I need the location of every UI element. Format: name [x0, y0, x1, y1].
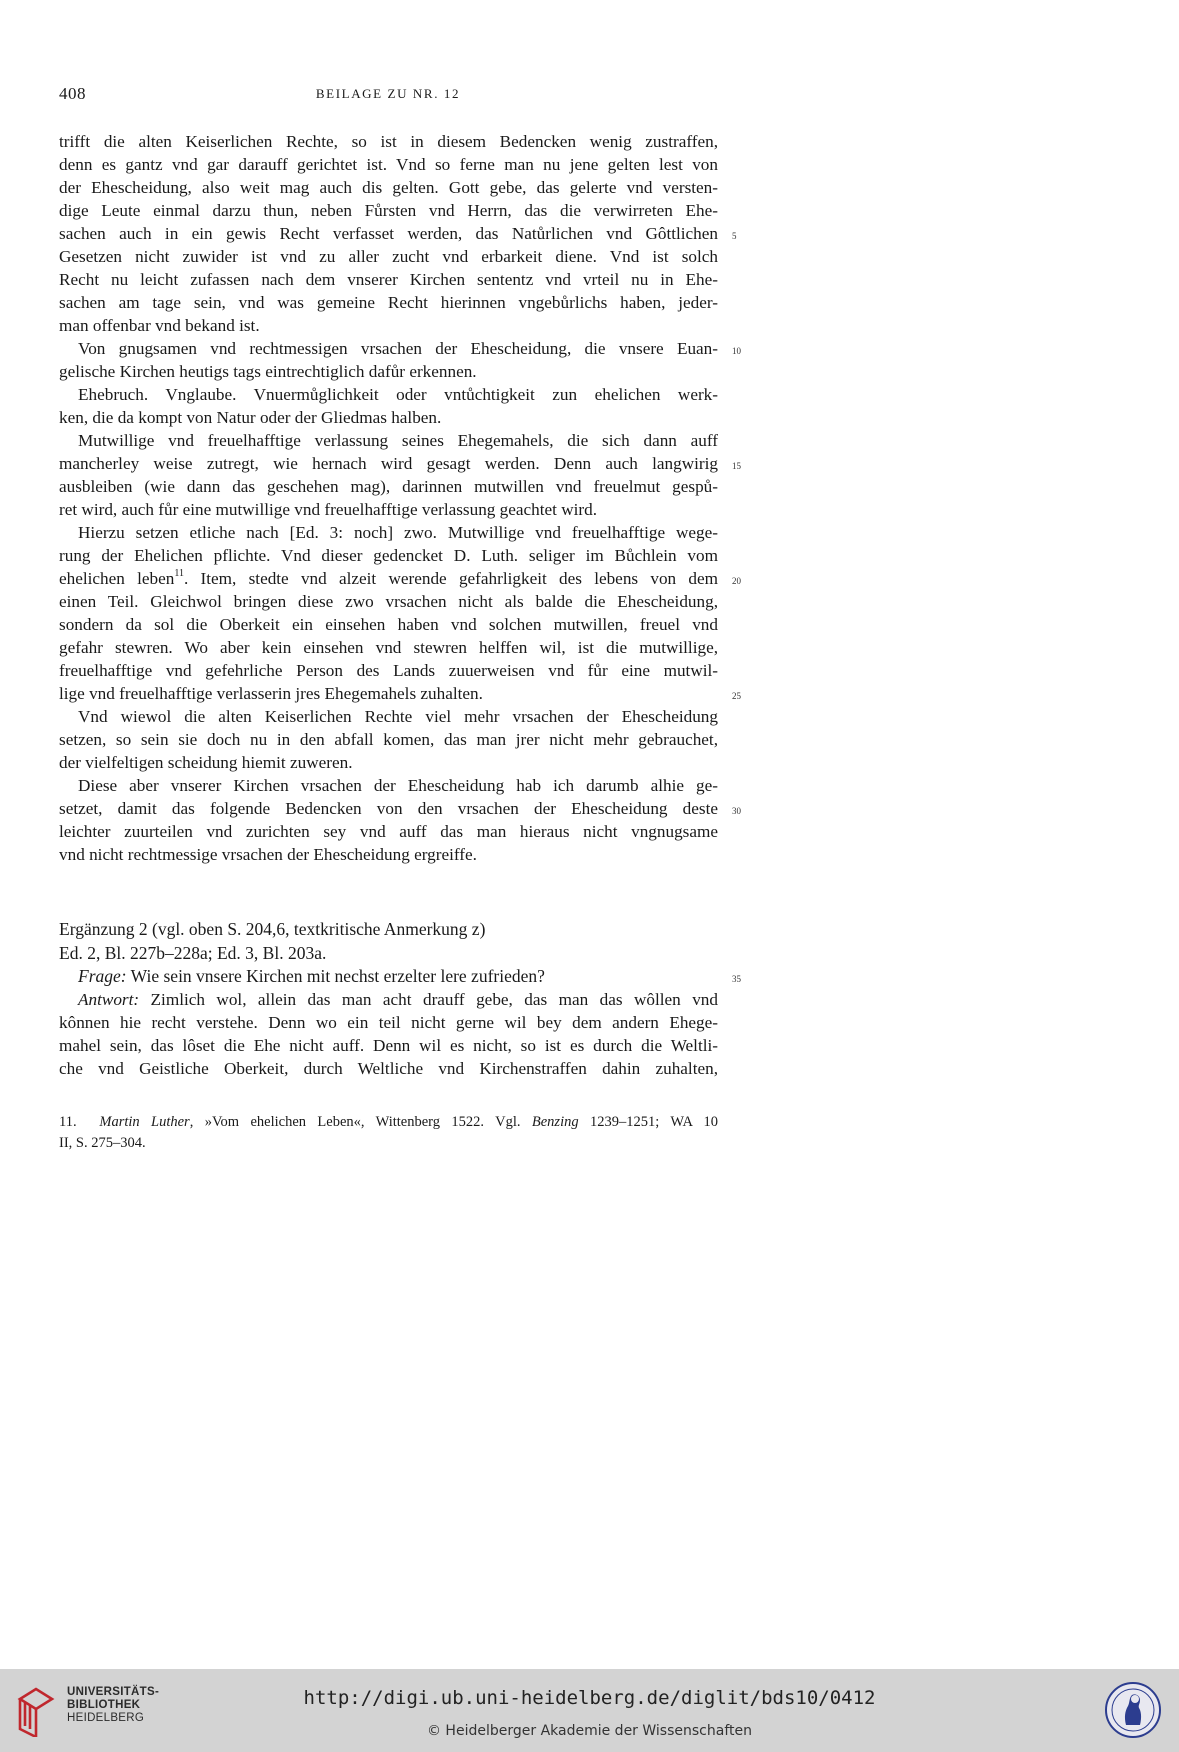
text-line: einen Teil. Gleichwol bringen diese zwo vrsachen nicht als balde die Ehescheidung, [59, 592, 718, 611]
text-line: gelische Kirchen heutigs tags eintrechtiglich dafůr erkennen. [59, 362, 477, 381]
text-line: gefahr stewren. Wo aber kein einsehen vnd stewren helffen wil, ist die mutwillige, [59, 638, 718, 657]
footnote-text: , »Vom ehelichen Leben«, Wittenberg 1522. Vgl. [189, 1114, 532, 1130]
academy-seal-icon [1104, 1681, 1162, 1739]
text-line: Gesetzen nicht zuwider ist vnd zu aller zucht vnd erbarkeit diene. Vnd ist solch [59, 247, 718, 266]
text-line: Hierzu setzen etliche nach [Ed. 3: noch] zwo. Mutwillige vnd freuelhafftige wege- [78, 523, 718, 542]
text-line: Von gnugsamen vnd rechtmessigen vrsachen der Ehescheidung, die vnsere Euan- [78, 339, 718, 358]
text-line: Recht nu leicht zufassen nach dem vnserer Kirchen sententz vnd vrteil nu in Ehe- [59, 270, 718, 289]
text-line: dige Leute einmal darzu thun, neben Fůrsten vnd Herrn, das die verwirreten Ehe- [59, 201, 718, 220]
text-line: freuelhafftige vnd gefehrliche Person des Lands zuuerweisen vnd fůr eine mutwil- [59, 661, 718, 680]
text-line: sachen auch in ein gewis Recht verfasset werden, das Natůrlichen vnd Gôttlichen [59, 224, 718, 243]
text-line: leichter zuurteilen vnd zurichten sey vnd auff das man hieraus nicht vngnugsame [59, 822, 718, 841]
library-line: HEIDELBERG [67, 1712, 145, 1724]
text-line: ausbleiben (wie dann das geschehen mag), darinnen mutwillen vnd freuelmut gespů- [59, 477, 718, 496]
line-number: 25 [732, 691, 741, 701]
text-line: trifft die alten Keiserlichen Rechte, so ist in diesem Bedencken wenig zustraffen, [59, 132, 718, 151]
text-line: setzet, damit das folgende Bedencken von den vrsachen der Ehescheidung deste [59, 799, 718, 818]
text-line: sachen am tage sein, vnd was gemeine Recht hierinnen vngebůrlichs haben, jeder- [59, 293, 718, 312]
running-head: BEILAGE ZU NR. 12 [315, 86, 461, 101]
footer-bar [0, 1669, 1179, 1752]
question-label: Frage: [78, 966, 127, 986]
text-line: che vnd Geistliche Oberkeit, durch Weltliche vnd Kirchenstraffen dahin zuhalten, [59, 1059, 718, 1078]
line-number: 35 [732, 974, 741, 984]
copyright-text: © Heidelberger Akademie der Wissenschaften [426, 1723, 752, 1739]
answer-text: Zimlich wol, allein das man acht drauff gebe, das man das wôllen vnd [139, 990, 718, 1009]
text-line: vnd nicht rechtmessige vrsachen der Ehescheidung ergreiffe. [59, 845, 477, 864]
text-line: der Ehescheidung, also weit mag auch dis gelten. Gott gebe, das gelerte vnd versten- [59, 178, 718, 197]
text-line: der vielfeltigen scheidung hiemit zuweren. [59, 753, 353, 772]
page-header [59, 84, 717, 106]
question-text: Wie sein vnsere Kirchen mit nechst erzelter lere zufrieden? [126, 966, 545, 986]
footnote-text: 1239–1251; WA 10 [578, 1114, 719, 1130]
answer-line [59, 988, 718, 1011]
footnote-line: II, S. 275–304. [59, 1135, 146, 1151]
line-number: 20 [732, 576, 741, 586]
text-line: sondern da sol die Oberkeit ein einsehen haben vnd solchen mutwillen, freuel vnd [59, 615, 718, 634]
text-line: ken, die da kompt von Natur oder der Gliedmas halben. [59, 408, 442, 427]
line-number: 15 [732, 461, 741, 471]
text-line: setzen, so sein sie doch nu in den abfall komen, das man jrer nicht mehr gebrauchet, [59, 730, 718, 749]
text-line: rung der Ehelichen pflichte. Vnd dieser gedencket D. Luth. seliger im Bůchlein vom [59, 546, 718, 565]
text-line: mahel sein, das lôset die Ehe nicht auff. Denn wil es nicht, so ist es durch die Weltli- [59, 1036, 718, 1055]
page-number: 408 [59, 84, 86, 103]
line-number: 10 [732, 346, 741, 356]
text-line: lige vnd freuelhafftige verlasserin jres Ehegemahels zuhalten. [59, 684, 483, 703]
footnote-number: 11. [59, 1114, 77, 1130]
library-line: BIBLIOTHEK [67, 1699, 141, 1711]
text-line: Vnd wiewol die alten Keiserlichen Rechte viel mehr vrsachen der Ehescheidung [78, 707, 718, 726]
text-line: mancherley weise zutregt, wie hernach wird gesagt werden. Denn auch langwirig [59, 454, 718, 473]
text-line: Diese aber vnserer Kirchen vrsachen der Ehescheidung hab ich darumb alhie ge- [78, 776, 718, 795]
text-line: kônnen hie recht verstehe. Denn wo ein teil nicht gerne wil bey dem andern Ehege- [59, 1013, 718, 1032]
source-url-link[interactable]: http://digi.ub.uni-heidelberg.de/diglit/bds10/0412 [303, 1687, 876, 1709]
text-line: denn es gantz vnd gar darauff gerichtet ist. Vnd so ferne man nu jene gelten lest von [59, 155, 718, 174]
footnote-line [59, 1112, 718, 1133]
text-line: man offenbar vnd bekand ist. [59, 316, 260, 335]
footnote-author: Martin Luther [99, 1114, 190, 1130]
text-segment: . Item, stedte vnd alzeit werende gefahrligkeit des lebens von dem [183, 569, 718, 588]
line-number: 30 [732, 806, 741, 816]
footnote-ref-author: Benzing [531, 1114, 579, 1130]
supplement-title: Ergänzung 2 (vgl. oben S. 204,6, textkritische Anmerkung z) [59, 919, 486, 939]
question-line [59, 965, 719, 988]
footnote-reference[interactable]: 11 [174, 568, 184, 580]
library-line: UNIVERSITÄTS- [67, 1686, 160, 1698]
text-segment: ehelichen leben [59, 569, 175, 588]
answer-label: Antwort: [78, 990, 140, 1009]
text-line: Ehebruch. Vnglaube. Vnuermůglichkeit oder vntůchtigkeit zun ehelichen werk- [78, 385, 718, 404]
text-line-with-footnote [59, 567, 718, 590]
supplement-sources: Ed. 2, Bl. 227b–228a; Ed. 3, Bl. 203a. [59, 943, 327, 963]
line-number: 5 [732, 231, 737, 241]
text-line: Mutwillige vnd freuelhafftige verlassung seines Ehegemahels, die sich dann auff [78, 431, 718, 450]
text-line: ret wird, auch fůr eine mutwillige vnd freuelhafftige verlassung geachtet wird. [59, 500, 598, 519]
